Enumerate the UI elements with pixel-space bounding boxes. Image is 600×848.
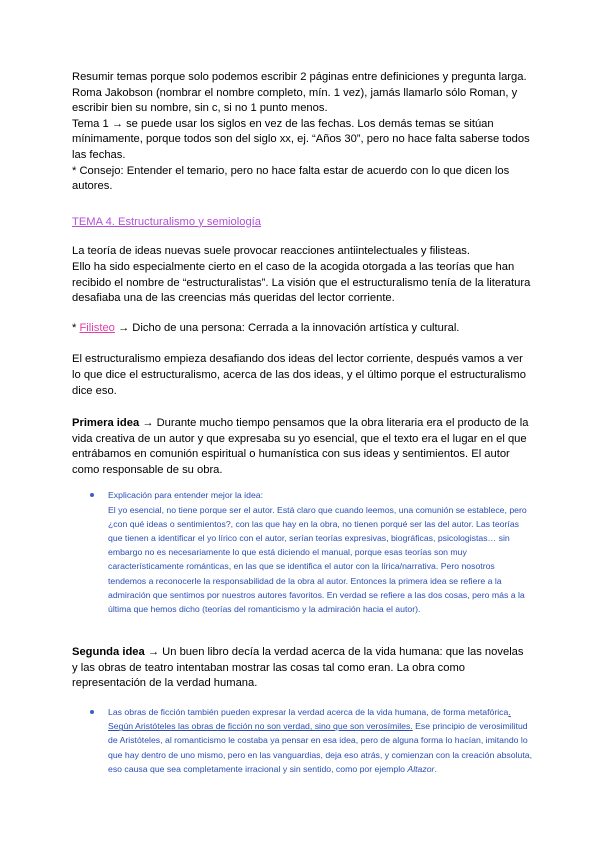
section-title-link[interactable]: TEMA 4. Estructuralismo y semiología (72, 215, 262, 228)
filisteo-definition (72, 321, 532, 337)
intro-line-1: Resumir temas porque solo podemos escribir 2 páginas entre definiciones y pregunta larga. (72, 71, 527, 83)
segunda-idea-paragraph (72, 645, 532, 692)
filisteo-prefix: * (72, 321, 80, 334)
note-body: El yo esencial, no tiene porque ser el autor. Está claro que cuando leemos, una comunión se establece, pero ¿con qué ideas o sentimientos?, con las que hay en la obra, no tienen porqué ser las del autor. Las teorías que tienen a identificar el yo lírico con el autor, serían teorías expresivas, biográficas, psicologistas… sin embargo no es necesariamente lo que está diciendo el manual, porque esas teorías son muy característicamente románticas, en las que se identifica el autor con la lírica/narrativa. Pero nosotros tendemos a reconocerle la responsabilidad de la obra al autor. Entonces la primera idea se refiere a la admiración que sentimos por nuestros autores favoritos. En verdad se refiere a las dos cosas, pero más a la última que hemos dicho (teorías del romanticismo y la admiración hacia el autor). (108, 504, 527, 615)
document-page (72, 70, 532, 776)
filisteo-text: → Dicho de una persona: Cerrada a la innovación artística y cultural. (114, 321, 460, 334)
list-item (108, 488, 532, 616)
intro-line-3: Tema 1 → se puede usar los siglos en vez de las fechas. Los demás temas se sitúan mínimamente, porque todos son del siglo xx, ej. “Años 30”, pero no hace falta saberse todos las fechas. (72, 117, 530, 161)
paragraph-3: El estructuralismo empieza desafiando dos ideas del lector corriente, después vamos a ver lo que dice el estructuralismo, acerca de las dos ideas, y el último porque el estructuralismo dice eso. (72, 353, 526, 397)
segunda-idea-label: Segunda idea (72, 646, 145, 659)
primera-idea-paragraph (72, 416, 532, 478)
list-item (108, 705, 532, 776)
segunda-idea-text: → Un buen libro decía la verdad acerca de la vida humana: que las novelas y las obras de teatro intentaban mostrar las cosas tal como eran. La obra como representación de la verdad humana. (72, 646, 524, 690)
primera-idea-label: Primera idea (72, 417, 140, 430)
altazor-title: Altazor (407, 763, 435, 774)
aristoteles-underlined: . Según Aristóteles las obras de ficción no son verdad, sino que son verosímiles. (108, 707, 511, 732)
segunda-idea-notes (72, 705, 532, 776)
filisteo-term-link[interactable]: Filisteo (79, 321, 115, 334)
note-text-2: Ese principio de verosimilitud de Aristóteles, al romanticismo le costaba ya pensar en esa idea, pero de alguna forma lo hacían, imitando lo que hay dentro de uno mismo, pero en las vanguardias, deja eso atrás, y comienzan con la creación absoluta, eso causa que sea completamente irracional y sin sentido, como por ejemplo (108, 721, 533, 774)
bullet-icon (90, 493, 94, 497)
primera-idea-notes (72, 488, 532, 616)
primera-idea-text: → Durante mucho tiempo pensamos que la obra literaria era el producto de la vida creativa de un autor y que expresaba su yo esencial, que el texto era el lugar en el que entrábamos en comunión espiritual o humanística con sus ideas y sentimientos. El autor como responsable de su obra. (72, 417, 529, 476)
note-text-1: Las obras de ficción también pueden expresar la verdad acerca de la vida humana, de forma metafórica (108, 707, 509, 718)
paragraph-1: La teoría de ideas nuevas suele provocar reacciones antiintelectuales y filisteas. (72, 245, 471, 258)
note-end: . (434, 763, 437, 774)
note-heading: Explicación para entender mejor la idea: (108, 490, 264, 501)
intro-line-2: Roma Jakobson (nombrar el nombre completo, mín. 1 vez), jamás llamarlo sólo Roman, y escribir bien su nombre, sin c, si no 1 punto menos. (72, 86, 518, 115)
bullet-icon (90, 710, 94, 714)
intro-line-4: * Consejo: Entender el temario, pero no hace falta estar de acuerdo con lo que dicen los autores. (72, 164, 510, 193)
paragraph-2: Ello ha sido especialmente cierto en el caso de la acogida otorgada a las teorías que han recibido el nombre de “estructuralistas”. La visión que el estructuralismo tenía de la literatura desafiaba una de las creencias más queridas del lector corriente. (72, 260, 531, 305)
